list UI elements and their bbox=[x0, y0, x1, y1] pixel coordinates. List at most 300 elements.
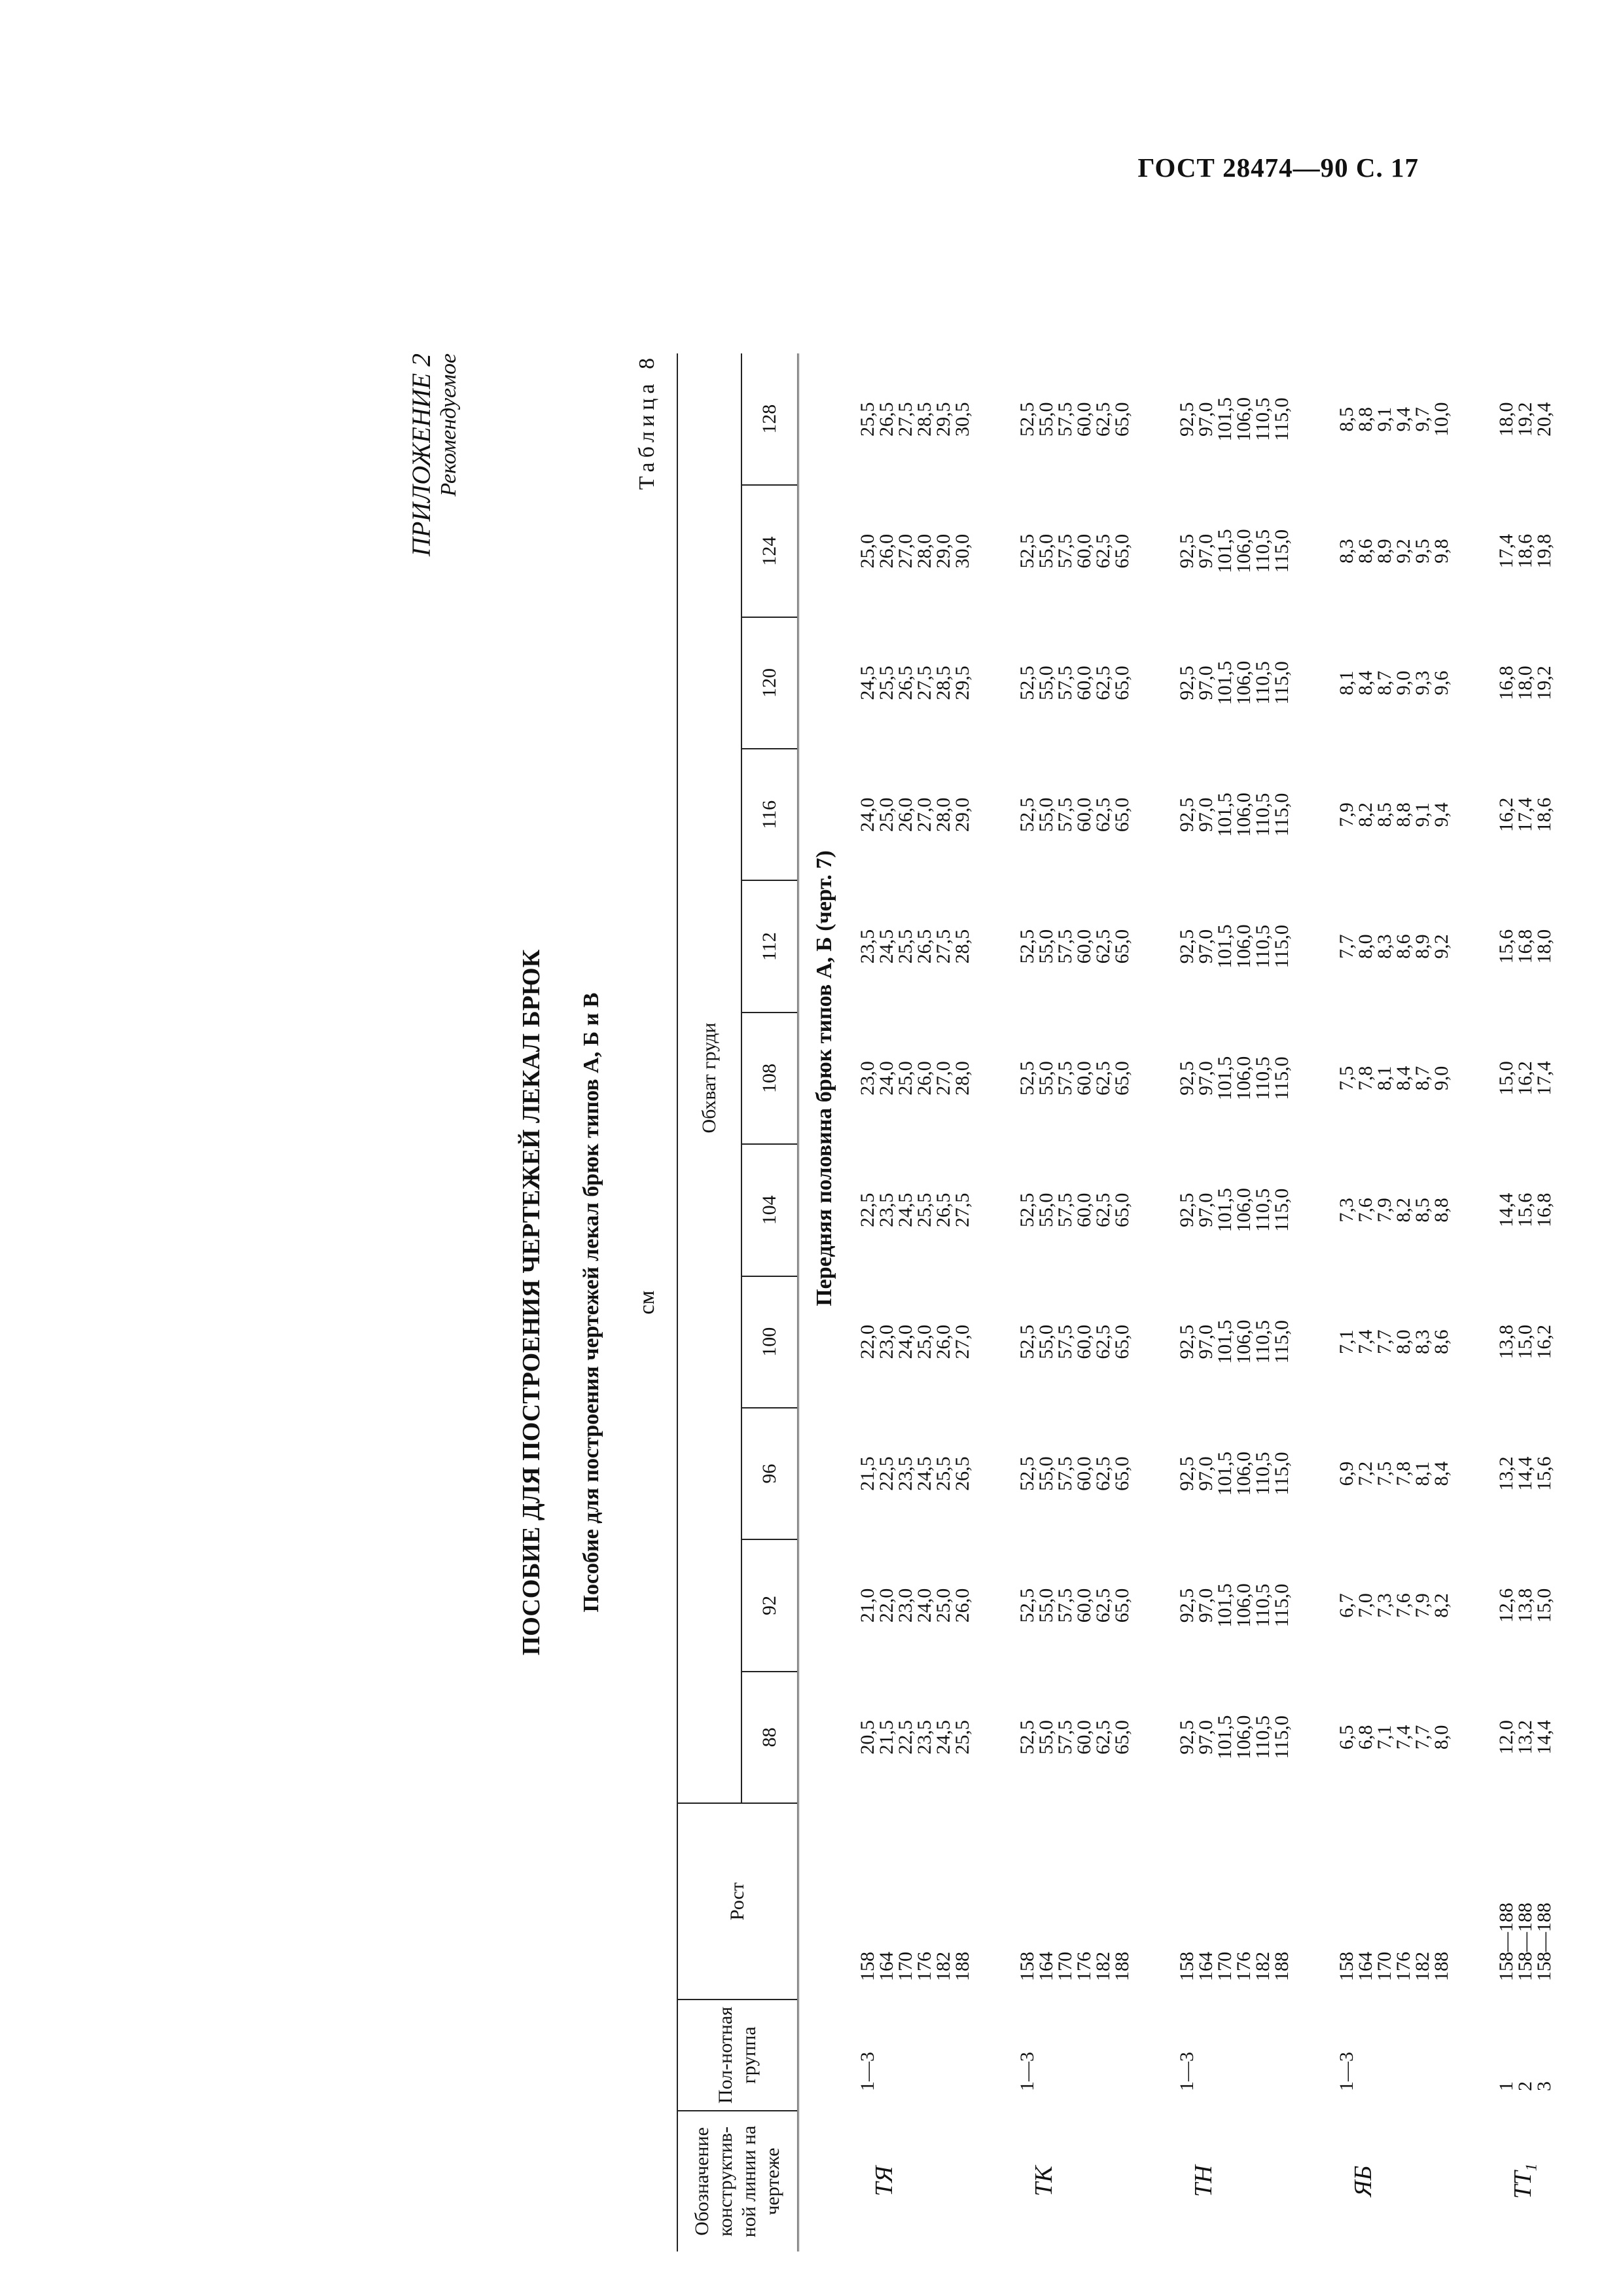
value: 8,9 bbox=[1412, 934, 1433, 959]
value: 106,0 bbox=[1233, 793, 1255, 837]
value: 55,0 bbox=[1035, 1061, 1057, 1096]
growth-value: 176 bbox=[1393, 1952, 1414, 1981]
rotated-content bbox=[406, 353, 1555, 2251]
growth-value: 158 bbox=[1176, 1952, 1198, 1981]
subtitle: Пособие для построения чертежей лекал брюк типов А, Б и В bbox=[579, 992, 603, 1613]
value-cell-92 bbox=[844, 1539, 1003, 1671]
value-cell-108 bbox=[1482, 1013, 1623, 1144]
value: 7,4 bbox=[1355, 1329, 1376, 1354]
line-designation bbox=[844, 2111, 1003, 2251]
value: 65,0 bbox=[1111, 797, 1133, 833]
value: 7,6 bbox=[1355, 1198, 1376, 1223]
value: 26,5 bbox=[914, 929, 935, 964]
growth-value: 182 bbox=[1092, 1952, 1114, 1981]
value: 9,4 bbox=[1431, 802, 1452, 827]
value: 24,0 bbox=[895, 1325, 916, 1359]
value: 6,7 bbox=[1336, 1593, 1357, 1618]
value: 26,0 bbox=[952, 1588, 973, 1623]
value-cell-88 bbox=[1482, 1672, 1623, 1803]
value-cell-88 bbox=[844, 1672, 1003, 1803]
value: 25,5 bbox=[857, 402, 878, 437]
value: 55,0 bbox=[1035, 533, 1057, 569]
value: 92,5 bbox=[1176, 1456, 1198, 1491]
value: 97,0 bbox=[1195, 1193, 1217, 1228]
growth-values bbox=[844, 1803, 1003, 2000]
header-fullness-group: Пол-нотная группа bbox=[677, 2000, 798, 2111]
value: 23,5 bbox=[876, 1193, 897, 1228]
value: 27,0 bbox=[952, 1325, 973, 1359]
value: 97,0 bbox=[1195, 1588, 1217, 1623]
value: 25,0 bbox=[933, 1588, 954, 1623]
value: 26,5 bbox=[876, 402, 897, 437]
growth-value: 170 bbox=[1214, 1952, 1236, 1981]
value: 65,0 bbox=[1111, 666, 1133, 700]
value: 52,5 bbox=[1016, 1193, 1038, 1228]
group-value: 1 bbox=[1495, 2081, 1517, 2091]
value: 8,6 bbox=[1355, 539, 1376, 564]
value: 55,0 bbox=[1035, 929, 1057, 964]
value: 24,0 bbox=[857, 797, 878, 833]
value: 8,4 bbox=[1431, 1461, 1452, 1486]
value-cell-104 bbox=[1323, 1144, 1482, 1276]
growth-value: 182 bbox=[1252, 1952, 1274, 1981]
value: 8,5 bbox=[1336, 406, 1357, 432]
value: 28,0 bbox=[933, 797, 954, 833]
value: 8,6 bbox=[1431, 1329, 1452, 1354]
growth-value: 188 bbox=[1271, 1952, 1293, 1981]
value-cell-96 bbox=[1003, 1408, 1163, 1539]
value-cell-92 bbox=[1163, 1539, 1323, 1671]
value: 60,0 bbox=[1073, 1061, 1095, 1096]
value-cell-128 bbox=[1163, 353, 1323, 485]
value: 26,0 bbox=[933, 1325, 954, 1359]
value: 7,0 bbox=[1355, 1593, 1376, 1618]
value: 27,0 bbox=[895, 533, 916, 569]
value: 18,6 bbox=[1533, 797, 1555, 833]
value: 26,0 bbox=[895, 797, 916, 833]
value: 115,0 bbox=[1271, 1188, 1293, 1232]
value-cell-108 bbox=[1163, 1013, 1323, 1144]
value: 16,2 bbox=[1495, 797, 1517, 833]
value: 115,0 bbox=[1271, 1452, 1293, 1496]
value-cell-100 bbox=[844, 1276, 1003, 1408]
value: 7,9 bbox=[1374, 1198, 1395, 1223]
value: 7,8 bbox=[1355, 1066, 1376, 1091]
value-cell-124 bbox=[1323, 485, 1482, 617]
value-cell-112 bbox=[1323, 880, 1482, 1012]
value: 62,5 bbox=[1092, 1720, 1114, 1755]
value: 57,5 bbox=[1054, 1720, 1076, 1755]
value: 6,9 bbox=[1336, 1461, 1357, 1486]
value: 27,5 bbox=[952, 1193, 973, 1228]
value-cell-92 bbox=[1482, 1539, 1623, 1671]
value: 92,5 bbox=[1176, 797, 1198, 833]
value: 8,3 bbox=[1336, 539, 1357, 564]
value-cell-88 bbox=[1003, 1672, 1163, 1803]
value: 8,2 bbox=[1431, 1593, 1452, 1618]
value: 26,0 bbox=[914, 1061, 935, 1096]
value: 52,5 bbox=[1016, 533, 1038, 569]
group-value: 3 bbox=[1533, 2081, 1555, 2091]
value: 27,5 bbox=[895, 402, 916, 437]
value: 8,2 bbox=[1355, 802, 1376, 827]
value: 24,5 bbox=[933, 1720, 954, 1755]
value: 60,0 bbox=[1073, 1325, 1095, 1359]
value: 13,2 bbox=[1495, 1456, 1517, 1491]
value: 8,9 bbox=[1374, 539, 1395, 564]
line-designation bbox=[1003, 2111, 1163, 2251]
value: 29,5 bbox=[933, 402, 954, 437]
value: 23,5 bbox=[857, 929, 878, 964]
chest-size-128: 128 bbox=[741, 353, 798, 485]
value: 97,0 bbox=[1195, 1720, 1217, 1755]
value: 65,0 bbox=[1111, 1193, 1133, 1228]
value: 106,0 bbox=[1233, 1715, 1255, 1760]
value: 7,2 bbox=[1355, 1461, 1376, 1486]
value: 28,0 bbox=[952, 1061, 973, 1096]
value: 57,5 bbox=[1054, 1061, 1076, 1096]
chest-size-108: 108 bbox=[741, 1013, 798, 1144]
growth-value: 170 bbox=[1054, 1952, 1076, 1981]
value: 7,3 bbox=[1374, 1593, 1395, 1618]
chest-size-96: 96 bbox=[741, 1408, 798, 1539]
value: 8,0 bbox=[1393, 1329, 1414, 1354]
line-subscript: 1 bbox=[1523, 2163, 1541, 2172]
fullness-group bbox=[1003, 2000, 1163, 2111]
value: 9,8 bbox=[1431, 539, 1452, 564]
value: 62,5 bbox=[1092, 666, 1114, 700]
value: 97,0 bbox=[1195, 402, 1217, 437]
header-growth: Рост bbox=[677, 1803, 798, 2000]
value: 115,0 bbox=[1271, 661, 1293, 705]
value-cell-104 bbox=[1163, 1144, 1323, 1276]
value: 57,5 bbox=[1054, 1325, 1076, 1359]
value: 9,0 bbox=[1431, 1066, 1452, 1091]
value: 21,5 bbox=[876, 1720, 897, 1755]
table-row bbox=[1323, 353, 1482, 2251]
value: 12,0 bbox=[1495, 1720, 1517, 1755]
section-header bbox=[798, 353, 844, 2251]
growth-value: 158—188 bbox=[1533, 1903, 1555, 1981]
value-cell-96 bbox=[1323, 1408, 1482, 1539]
value: 27,0 bbox=[933, 1061, 954, 1096]
value: 28,5 bbox=[914, 402, 935, 437]
value-cell-112 bbox=[1163, 880, 1323, 1012]
value: 29,0 bbox=[952, 797, 973, 833]
line-code: ТН bbox=[1190, 2165, 1217, 2197]
page-header-doc-ref: ГОСТ 28474—90 С. 17 bbox=[1137, 152, 1419, 183]
value-cell-120 bbox=[1482, 617, 1623, 749]
value: 110,5 bbox=[1252, 1188, 1274, 1232]
value: 60,0 bbox=[1073, 797, 1095, 833]
value: 92,5 bbox=[1176, 1588, 1198, 1623]
growth-value: 176 bbox=[1233, 1952, 1255, 1981]
value: 62,5 bbox=[1092, 1325, 1114, 1359]
value-cell-124 bbox=[1482, 485, 1623, 617]
value: 8,8 bbox=[1431, 1198, 1452, 1223]
value: 106,0 bbox=[1233, 1056, 1255, 1101]
value-cell-128 bbox=[1323, 353, 1482, 485]
value: 52,5 bbox=[1016, 1720, 1038, 1755]
value: 60,0 bbox=[1073, 929, 1095, 964]
value: 7,3 bbox=[1336, 1198, 1357, 1223]
value: 92,5 bbox=[1176, 1061, 1198, 1096]
value: 9,2 bbox=[1431, 934, 1452, 959]
value: 110,5 bbox=[1252, 1452, 1274, 1496]
value: 24,5 bbox=[895, 1193, 916, 1228]
value: 29,0 bbox=[933, 533, 954, 569]
value: 57,5 bbox=[1054, 1588, 1076, 1623]
growth-values bbox=[1003, 1803, 1163, 2000]
value: 24,5 bbox=[857, 666, 878, 700]
table-row bbox=[844, 353, 1003, 2251]
value: 8,4 bbox=[1393, 1066, 1414, 1091]
value: 57,5 bbox=[1054, 666, 1076, 700]
table-label: Таблица 8 bbox=[635, 353, 659, 490]
value: 110,5 bbox=[1252, 1320, 1274, 1364]
value: 8,0 bbox=[1355, 934, 1376, 959]
growth-values bbox=[1323, 1803, 1482, 2000]
chest-size-112: 112 bbox=[741, 880, 798, 1012]
value-cell-112 bbox=[1003, 880, 1163, 1012]
value-cell-100 bbox=[1163, 1276, 1323, 1408]
value: 92,5 bbox=[1176, 666, 1198, 700]
value: 55,0 bbox=[1035, 1588, 1057, 1623]
value: 92,5 bbox=[1176, 1720, 1198, 1755]
table-head bbox=[677, 353, 798, 2251]
value: 101,5 bbox=[1214, 1319, 1236, 1364]
fullness-group bbox=[844, 2000, 1003, 2111]
value: 8,2 bbox=[1393, 1198, 1414, 1223]
value: 57,5 bbox=[1054, 1193, 1076, 1228]
value-cell-128 bbox=[1003, 353, 1163, 485]
group-value: 1—3 bbox=[1176, 2052, 1198, 2091]
value: 18,6 bbox=[1514, 533, 1536, 569]
value: 106,0 bbox=[1233, 1451, 1255, 1496]
value: 110,5 bbox=[1252, 1715, 1274, 1759]
value: 9,6 bbox=[1431, 670, 1452, 696]
value: 7,8 bbox=[1393, 1461, 1414, 1486]
value-cell-116 bbox=[1482, 749, 1623, 880]
value: 110,5 bbox=[1252, 793, 1274, 836]
growth-value: 158 bbox=[857, 1952, 878, 1981]
value: 110,5 bbox=[1252, 1056, 1274, 1100]
growth-value: 164 bbox=[1195, 1952, 1217, 1981]
value: 106,0 bbox=[1233, 1319, 1255, 1364]
value: 27,0 bbox=[914, 797, 935, 833]
line-code: ТЯ bbox=[870, 2166, 898, 2197]
value: 8,7 bbox=[1374, 670, 1395, 696]
value: 9,7 bbox=[1412, 406, 1433, 432]
value: 30,5 bbox=[952, 402, 973, 437]
value: 23,5 bbox=[895, 1456, 916, 1491]
value-cell-104 bbox=[1482, 1144, 1623, 1276]
value-cell-120 bbox=[1003, 617, 1163, 749]
value: 97,0 bbox=[1195, 666, 1217, 700]
value: 62,5 bbox=[1092, 402, 1114, 437]
value: 28,0 bbox=[914, 533, 935, 569]
value-cell-120 bbox=[844, 617, 1003, 749]
value-cell-112 bbox=[1482, 880, 1623, 1012]
header-line-designation: Обозначение конструктив-ной линии на чертеже bbox=[677, 2111, 798, 2251]
value: 55,0 bbox=[1035, 797, 1057, 833]
value: 13,8 bbox=[1495, 1325, 1517, 1359]
value: 9,1 bbox=[1374, 406, 1395, 432]
value: 97,0 bbox=[1195, 1061, 1217, 1096]
chest-size-124: 124 bbox=[741, 485, 798, 617]
value: 22,5 bbox=[895, 1720, 916, 1755]
value: 7,5 bbox=[1374, 1461, 1395, 1486]
value-cell-116 bbox=[1323, 749, 1482, 880]
value: 110,5 bbox=[1252, 661, 1274, 705]
appendix-block bbox=[406, 353, 461, 556]
value: 57,5 bbox=[1054, 402, 1076, 437]
value: 25,5 bbox=[933, 1456, 954, 1491]
value: 25,5 bbox=[876, 666, 897, 700]
value: 106,0 bbox=[1233, 924, 1255, 969]
value: 60,0 bbox=[1073, 1456, 1095, 1491]
value: 17,4 bbox=[1533, 1061, 1555, 1096]
value: 7,4 bbox=[1393, 1725, 1414, 1750]
value: 101,5 bbox=[1214, 1715, 1236, 1760]
value: 20,5 bbox=[857, 1720, 878, 1755]
value: 16,2 bbox=[1514, 1061, 1536, 1096]
value: 62,5 bbox=[1092, 1456, 1114, 1491]
value: 25,0 bbox=[895, 1061, 916, 1096]
value: 65,0 bbox=[1111, 929, 1133, 964]
value-cell-128 bbox=[844, 353, 1003, 485]
value-cell-108 bbox=[844, 1013, 1003, 1144]
value: 25,5 bbox=[895, 929, 916, 964]
value-cell-108 bbox=[1003, 1013, 1163, 1144]
value-cell-116 bbox=[1003, 749, 1163, 880]
value-cell-124 bbox=[844, 485, 1003, 617]
value: 101,5 bbox=[1214, 397, 1236, 442]
value: 13,8 bbox=[1514, 1588, 1536, 1623]
growth-value: 170 bbox=[1374, 1952, 1395, 1981]
value: 22,5 bbox=[876, 1456, 897, 1491]
value: 52,5 bbox=[1016, 402, 1038, 437]
value: 65,0 bbox=[1111, 1325, 1133, 1359]
value: 115,0 bbox=[1271, 924, 1293, 969]
value: 19,2 bbox=[1533, 666, 1555, 700]
value: 57,5 bbox=[1054, 797, 1076, 833]
value: 60,0 bbox=[1073, 666, 1095, 700]
value: 62,5 bbox=[1092, 533, 1114, 569]
value: 21,0 bbox=[857, 1588, 878, 1623]
value: 101,5 bbox=[1214, 793, 1236, 837]
value-cell-100 bbox=[1003, 1276, 1163, 1408]
main-title: ПОСОБИЕ ДЛЯ ПОСТРОЕНИЯ ЧЕРТЕЖЕЙ ЛЕКАЛ БРЮК bbox=[518, 949, 545, 1656]
value-cell-124 bbox=[1163, 485, 1323, 617]
value: 97,0 bbox=[1195, 797, 1217, 833]
value: 7,1 bbox=[1374, 1725, 1395, 1750]
value: 16,8 bbox=[1495, 666, 1517, 700]
value: 62,5 bbox=[1092, 797, 1114, 833]
chest-size-120: 120 bbox=[741, 617, 798, 749]
value: 14,4 bbox=[1514, 1456, 1536, 1491]
group-value: 1—3 bbox=[1336, 2052, 1357, 2091]
value-cell-96 bbox=[1482, 1408, 1623, 1539]
chest-size-100: 100 bbox=[741, 1276, 798, 1408]
value: 9,4 bbox=[1393, 406, 1414, 432]
value: 97,0 bbox=[1195, 1456, 1217, 1491]
growth-value: 176 bbox=[1073, 1952, 1095, 1981]
value: 92,5 bbox=[1176, 929, 1198, 964]
value: 106,0 bbox=[1233, 1583, 1255, 1628]
measurements-table bbox=[677, 353, 1623, 2251]
value: 115,0 bbox=[1271, 793, 1293, 836]
value: 8,1 bbox=[1374, 1066, 1395, 1091]
value: 13,2 bbox=[1514, 1720, 1536, 1755]
value: 97,0 bbox=[1195, 1325, 1217, 1359]
line-code: ЯБ bbox=[1349, 2165, 1377, 2197]
value: 60,0 bbox=[1073, 402, 1095, 437]
value: 8,1 bbox=[1336, 670, 1357, 696]
value-cell-92 bbox=[1003, 1539, 1163, 1671]
value: 15,0 bbox=[1514, 1325, 1536, 1359]
value: 17,4 bbox=[1495, 533, 1517, 569]
value: 8,8 bbox=[1355, 406, 1376, 432]
value: 92,5 bbox=[1176, 533, 1198, 569]
group-value: 1—3 bbox=[857, 2052, 878, 2091]
value-cell-128 bbox=[1482, 353, 1623, 485]
value: 115,0 bbox=[1271, 1583, 1293, 1628]
value: 110,5 bbox=[1252, 924, 1274, 969]
value: 22,5 bbox=[857, 1193, 878, 1228]
value: 110,5 bbox=[1252, 1583, 1274, 1628]
chest-size-92: 92 bbox=[741, 1539, 798, 1671]
value: 21,5 bbox=[857, 1456, 878, 1491]
value: 8,5 bbox=[1374, 802, 1395, 827]
value: 106,0 bbox=[1233, 660, 1255, 706]
line-designation bbox=[1323, 2111, 1482, 2251]
line-designation bbox=[1482, 2111, 1623, 2251]
value: 65,0 bbox=[1111, 402, 1133, 437]
growth-value: 176 bbox=[914, 1952, 935, 1981]
value: 6,5 bbox=[1336, 1725, 1357, 1750]
value: 65,0 bbox=[1111, 1588, 1133, 1623]
value: 8,1 bbox=[1412, 1461, 1433, 1486]
value: 8,4 bbox=[1355, 670, 1376, 696]
value-cell-104 bbox=[844, 1144, 1003, 1276]
growth-value: 182 bbox=[933, 1952, 954, 1981]
value: 101,5 bbox=[1214, 529, 1236, 573]
appendix-note: Рекомендуемое bbox=[437, 353, 461, 497]
chest-size-88: 88 bbox=[741, 1672, 798, 1803]
value: 18,0 bbox=[1514, 666, 1536, 700]
growth-value: 164 bbox=[1035, 1952, 1057, 1981]
value: 10,0 bbox=[1431, 402, 1452, 437]
unit-label: см bbox=[635, 1290, 659, 1315]
value-cell-88 bbox=[1323, 1672, 1482, 1803]
line-code: ТТ bbox=[1509, 2171, 1537, 2199]
value: 52,5 bbox=[1016, 1061, 1038, 1096]
value: 7,7 bbox=[1336, 934, 1357, 959]
growth-value: 158—188 bbox=[1495, 1903, 1517, 1981]
value-cell-112 bbox=[844, 880, 1003, 1012]
value: 19,2 bbox=[1514, 402, 1536, 437]
value-cell-96 bbox=[844, 1408, 1003, 1539]
value: 115,0 bbox=[1271, 529, 1293, 573]
chest-size-104: 104 bbox=[741, 1144, 798, 1276]
value-cell-116 bbox=[1163, 749, 1323, 880]
fullness-group bbox=[1163, 2000, 1323, 2111]
value: 106,0 bbox=[1233, 1188, 1255, 1232]
value: 62,5 bbox=[1092, 1061, 1114, 1096]
value-cell-104 bbox=[1003, 1144, 1163, 1276]
value-cell-100 bbox=[1482, 1276, 1623, 1408]
